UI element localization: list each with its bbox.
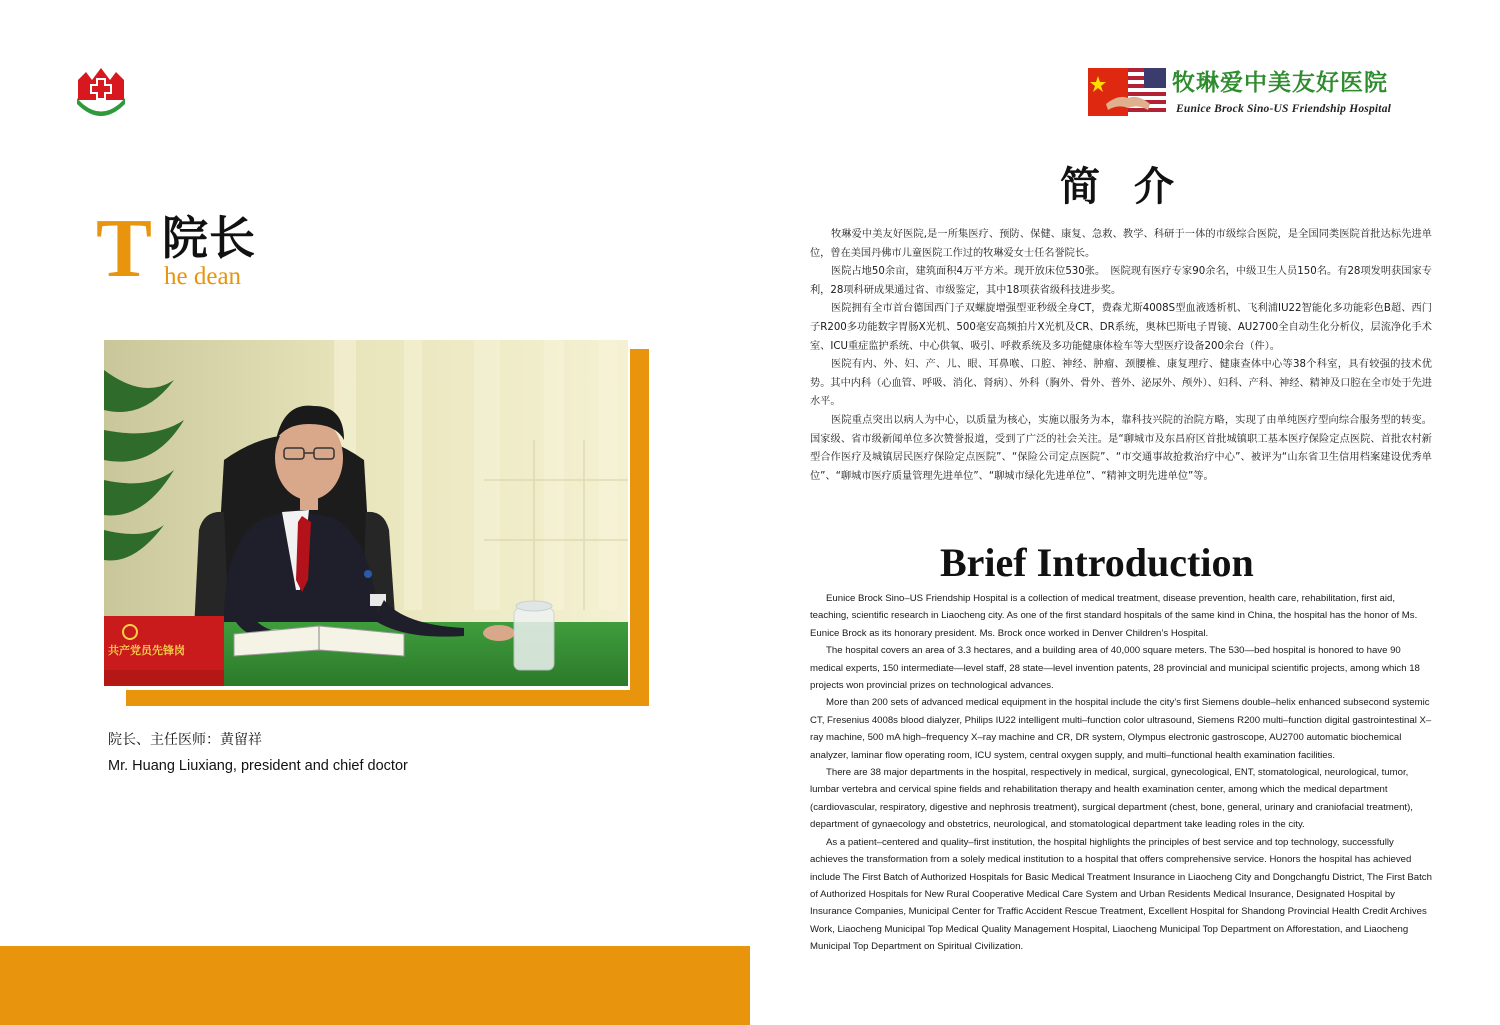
heading-title-en: he dean bbox=[164, 263, 242, 290]
intro-en-paragraph: The hospital covers an area of 3.3 hectares, and a building area of 40,000 square meters. The 530—bed hospital is honored to have 90 medical experts, 150 intermediate—level staff, 28 state—level invention patents, 28 provincial and municipal scientific projects, among which 18 projects won provincial prizes on technological advances. bbox=[810, 645, 1420, 692]
intro-en-paragraph: As a patient–centered and quality–first institution, the hospital highlights the principles of best service and top technology, successfully achieves the transformation from a solely medical institution to a hospital that offers comprehensive service. Honors the hospital has achieved include The First Batch of Authorized Hospitals for Basic Medical Treatment Insurance in Liaocheng City and Dongchangfu District, The First Batch of Authorized Hospitals for New Rural Cooperative Medical Care System and Urban Residents Medical Insurance, Designated Hospital by Insurance Companies, Municipal Center for Traffic Accident Rescue Treatment, Excellent Hospital for Shandong Provincial Health Credit Archives Work, Liaocheng Municipal Top Medical Quality Management Hospital, Liaocheng Municipal Top Department on Afforestation, and Liaocheng Municipal Top Department on Spiritual Civilization. bbox=[810, 836, 1432, 953]
intro-cn-paragraph: 医院占地50余亩，建筑面积4万平方米。现开放床位530张。 医院现有医疗专家90余名，中级卫生人员150名。有28项发明获国家专利，28项科研成果通过省、市级鉴定，其中18项获省级科技进步奖。 bbox=[810, 266, 1432, 296]
intro-cn-paragraph: 医院拥有全市首台德国西门子双螺旋增强型亚秒级全身CT，费森尤斯4008S型血液透析机、飞利浦IU22智能化多功能彩色B超、西门子R200多功能数字胃肠X光机、500毫安高频拍片X光机及CR、DR系统，奥林巴斯电子胃镜、AU2700全自动生化分析仪，层流净化手术室、ICU重症监护系统、中心供氧、吸引、呼救系统及多功能健康体检车等大型医疗设备200余台（件）。 bbox=[810, 303, 1432, 352]
portrait-caption-en: Mr. Huang Liuxiang, president and chief doctor bbox=[108, 758, 408, 774]
footer-accent-band bbox=[0, 946, 750, 1025]
intro-en-paragraph: More than 200 sets of advanced medical equipment in the hospital include the city’s first Siemens double–helix enhanced subsecond systemic CT, Fresenius 4008s blood dialyzer, Philips IU22 intelligent multi–function color ultrasound, Siemens R200 multi–function digital gastrointestinal X–ray machine, 500 mA high–frequency X–ray machine and CR, DR system, Olympus electronic gastroscope, AU2700 automatic biochemical analyzer, laminar flow operating room, ICU system, central oxygen supply, and multi–functional health examination facilities. bbox=[810, 697, 1432, 761]
desk-plaque-text: 共产党员先锋岗 bbox=[108, 644, 185, 657]
brand-name-cn: 牧琳爱中美友好医院 bbox=[1172, 69, 1388, 96]
intro-title-cn: 简介 bbox=[1060, 163, 1208, 210]
intro-en-paragraph: Eunice Brock Sino–US Friendship Hospital is a collection of medical treatment, disease prevention, health care, rehabilitation, first aid, teaching, scientific research in Liaocheng city. As one of the first standard hospitals of the same kind in China, the hospital has the honor of Ms. Eunice Brock as its honorary president. Ms. Brock once worked in Denver Children’s Hospital. bbox=[810, 593, 1418, 639]
intro-body-en bbox=[810, 590, 1432, 956]
intro-title-en: Brief Introduction bbox=[940, 540, 1254, 585]
intro-cn-paragraph: 医院有内、外、妇、产、儿、眼、耳鼻喉、口腔、神经、肿瘤、颈腰椎、康复理疗、健康查体中心等38个科室，具有较强的技术优势。其中内科（心血管、呼吸、消化、肾病）、外科（胸外、骨外、普外、泌尿外、颅外）、妇科、产科、神经、精神及口腔在全市处于先进水平。 bbox=[810, 359, 1432, 408]
hospital-logo-icon bbox=[74, 62, 128, 118]
intro-en-paragraph: There are 38 major departments in the hospital, respectively in medical, surgical, gynecological, ENT, stomatological, neurological, tumor, lumbar vertebra and cervical spine fields and rehabilitation therapy and health examination center, among which the medical department (cardiovascular, respiratory, digestive and nephrosis treatment), surgical department (chest, bone, general, urinary and craniofacial treatment), department of gynaecology and obstetrics, neurological, and stomatological department take leading roles in the city. bbox=[810, 767, 1413, 831]
intro-cn-paragraph: 牧琳爱中美友好医院,是一所集医疗、预防、保健、康复、急救、教学、科研于一体的市级综合医院，是全国同类医院首批达标先进单位，曾在美国丹佛市儿童医院工作过的牧琳爱女士任名誉院长。 bbox=[810, 229, 1432, 259]
heading-title-cn: 院长 bbox=[162, 211, 256, 265]
dean-section-heading bbox=[96, 202, 296, 295]
brand-name-en: Eunice Brock Sino-US Friendship Hospital bbox=[1176, 103, 1392, 115]
intro-cn-paragraph: 医院重点突出以病人为中心，以质量为核心，实施以服务为本，靠科技兴院的治院方略，实现了由单纯医疗型向综合服务型的转变。国家级、省市级新闻单位多次赞誉报道，受到了广泛的社会关注。是“聊城市及东昌府区首批城镇职工基本医疗保险定点医院、首批农村新型合作医疗及城镇居民医疗保险定点医院”、“保险公司定点医院”、“市交通事故抢救治疗中心”、被评为“山东省卫生信用档案建设优秀单位”、“聊城市医疗质量管理先进单位”、“聊城市绿化先进单位”、“精神文明先进单位”等。 bbox=[810, 414, 1432, 482]
portrait-caption-cn: 院长、主任医师：黄留祥 bbox=[108, 732, 262, 748]
hospital-brand bbox=[1088, 68, 1433, 122]
heading-initial: T bbox=[96, 202, 153, 295]
china-us-flag-handshake-icon bbox=[1088, 68, 1166, 116]
intro-body-cn bbox=[810, 226, 1432, 486]
dean-portrait-photo bbox=[104, 340, 628, 686]
